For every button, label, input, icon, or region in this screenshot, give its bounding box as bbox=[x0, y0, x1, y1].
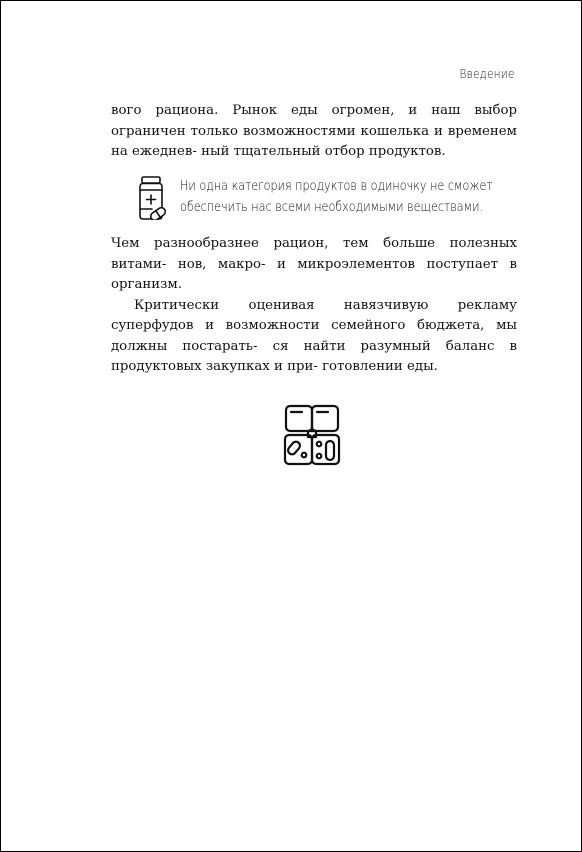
callout-line: обеспечить нас всеми необходимыми веществами. bbox=[180, 199, 484, 215]
medicine-bottle-icon bbox=[136, 176, 166, 220]
text-line: вого рациона. Рынок еды огромен, и наш выбор ограничен bbox=[111, 103, 517, 139]
text-line: только возможностями кошелька и временем на ежеднев- bbox=[111, 123, 517, 159]
pill-organizer-icon bbox=[282, 404, 342, 466]
text-block-body bbox=[111, 234, 517, 378]
paragraph-continuation bbox=[111, 101, 517, 163]
text-line: ный тщательный отбор продуктов. bbox=[201, 144, 446, 159]
text-line: Чем разнообразнее рацион, тем больше полезных витами- bbox=[111, 236, 517, 272]
text-line: ся найти разумный баланс в продуктовых закупках и при- bbox=[111, 338, 518, 374]
text-line: и возможности семейного бюджета, мы должны постарать- bbox=[111, 318, 517, 354]
text-block-intro bbox=[111, 101, 517, 163]
paragraph-variety bbox=[111, 234, 517, 296]
text-line: нов, макро- и микроэлементов поступает в организм. bbox=[111, 256, 517, 292]
running-header: Введение bbox=[459, 67, 515, 81]
text-line: готовлении еды. bbox=[322, 359, 438, 374]
paragraph-balance bbox=[111, 296, 517, 378]
callout-text bbox=[180, 176, 493, 218]
text-line: Критически оценивая навязчивую рекламу суперфудов bbox=[111, 297, 517, 333]
callout-line: Ни одна категория продуктов в одиночку не сможет bbox=[180, 178, 493, 194]
callout-note bbox=[111, 174, 521, 224]
